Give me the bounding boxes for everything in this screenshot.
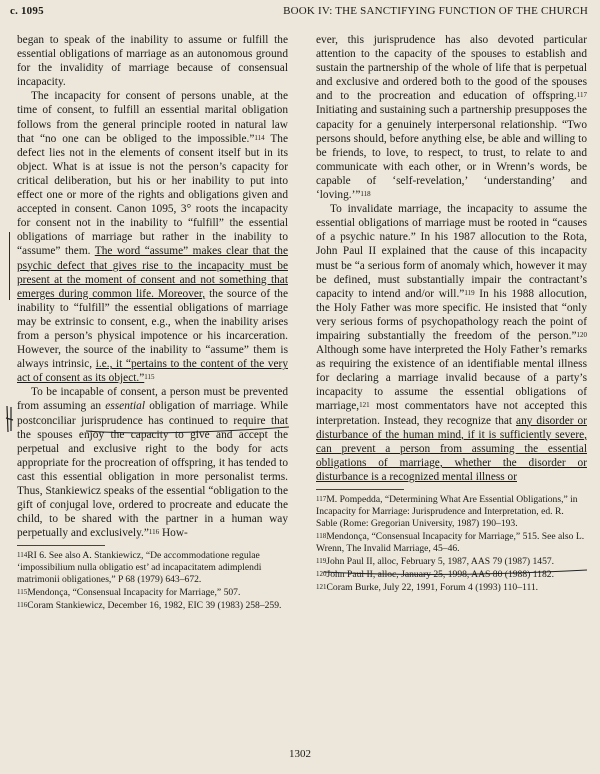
footnote-number: 115: [17, 588, 28, 597]
footnote-rule: [17, 545, 105, 546]
footnote-ref[interactable]: 117: [576, 91, 587, 100]
footnote-number: 114: [17, 551, 28, 560]
hand-underline-mark: [84, 422, 294, 436]
left-paragraph-1: [17, 33, 288, 89]
page-number: 1302: [289, 748, 311, 760]
hand-underline-mark: [322, 564, 592, 578]
paragraph-text: the source of the inability to “fulfill” the essential obligations of marriage may be extrinsic to consent, e.g., when the inability arises from a person’s physical impotence or his incarceration. However, the source of the inability to “assume” them is always intrinsic,: [17, 287, 288, 371]
footnote-ref[interactable]: 119: [464, 288, 475, 297]
footnote-ref[interactable]: 121: [359, 401, 370, 410]
footnote: [17, 600, 288, 612]
footnote-ref[interactable]: 114: [254, 133, 265, 142]
footnote: [17, 550, 288, 586]
underlined-passage: The word “assume” makes clear that the psychic defect that gives rise to the incapacity must be present at the moment of consent and not something that emerges during common life. Moreover,: [17, 245, 289, 300]
footnote-number: 116: [17, 601, 28, 610]
paragraph-text: most commentators have not accepted this interpretation. Instead, they recognize that: [316, 400, 587, 427]
left-paragraph-2: [17, 89, 288, 385]
paragraph-text: began to speak of the inability to assume or fulfill the essential obligations of marriage as an autonomous ground for the invalidity of marriage because of consensual incapacity.: [17, 34, 288, 89]
footnote-text: RI 6. See also A. Stankiewicz, “De accommodatione regulae ‘impossibilium nulla obligatio est’ ad incapacitatem adimplendi matrimonii obligationes,” P 68 (1979) 643–672.: [17, 550, 262, 586]
footnote-number: 118: [316, 532, 327, 540]
paragraph-text: Initiating and sustaining such a partnership presupposes the capacity for a genuinely interpersonal relationship. “Two persons should, before anything else, be able and willing to be friends, to love, to respect, to trust, to relate to and communicate with each other, or in Wrenn’s words, be capable of ‘self-revelation,’ ‘understanding’ and ‘loving.’”: [316, 104, 587, 202]
footnote-ref[interactable]: 118: [360, 190, 371, 199]
footnote-text: Coram Stankiewicz, December 16, 1982, EIC 39 (1983) 258–259.: [27, 600, 282, 612]
footnote-text: Mendonça, “Consensual Incapacity for Marriage,” 515. See also L. Wrenn, The Invalid Marriage, 45–46.: [316, 531, 585, 554]
paragraph-text: In his 1988 allocution, the Holy Father was more specific. He insisted that “only very serious forms of psychopathology reach the point of impairing substantially the freedom of the person.”: [316, 287, 588, 342]
paragraph-text: The defect lies not in the elements of consent itself but in its object. What is at issue is not the person’s capacity for critical deliberation, but his or her inability to put into effect one or more of the rights and obligations given and accepted in consent. Canon 1095, 3° roots the incapacity for consent not in the inability to “fulfill” the essential obligations of marriage but rather in the inability to “assume” them.: [17, 132, 288, 258]
canon-header: c. 1095: [10, 5, 44, 17]
footnote-ref[interactable]: 120: [576, 330, 587, 339]
paragraph-text: To be incapable of consent, a person must be prevented from assuming an: [17, 386, 288, 413]
paragraph-text: obligation of marriage. While postconciliar jurisprudence has continued to require that the spouses enjoy the capacity to give and accept the perpetual and exclusive right to the body for acts appropriate for the procreation of offspring, it has tended to cast this essential obligation in more personalist terms. Thus, Stankiewicz speaks of the essential “obligation to the gift of conjugal love, ordered to procreate and educate the child, to be shared with the partner in a human way perpetually and exclusively.”: [17, 400, 289, 540]
paragraph-text: ever, this jurisprudence has also devoted particular attention to the capacity of the spouses to establish and sustain the partnership of the whole of life that is perpetual and exclusive and ordered both to the good of the spouses and to the procreation and education of offspring.: [316, 34, 587, 103]
underlined-passage: i.e., it “pertains to the content of the very act of consent as its object.”: [17, 358, 288, 385]
footnote-ref[interactable]: 115: [144, 373, 155, 382]
footnote-text: John Paul II, alloc, February 5, 1987, AAS 79 (1987) 1457.: [326, 556, 555, 567]
footnote-text: M. Pompedda, “Determining What Are Essential Obligations,” in Incapacity for Marriage: Jurisprudence and Interpretation, ed. R. Sable (Rome: Gregorian University, 1987) 190–193.: [316, 494, 578, 529]
footnote-number: 119: [316, 557, 327, 565]
footnote-rule: [316, 489, 404, 490]
footnote-text: John Paul II, alloc, January 25, 1998, AAS 80 (1988) 1182.: [326, 569, 554, 580]
footnote: [316, 494, 587, 530]
left-footnotes: [17, 550, 288, 612]
paragraph-text: How-: [159, 527, 188, 540]
right-paragraph-1: [316, 33, 587, 202]
running-head: BOOK IV: THE SANCTIFYING FUNCTION OF THE CHURCH: [283, 5, 588, 17]
right-paragraph-2: [316, 202, 587, 484]
left-column: [17, 33, 288, 613]
right-footnotes: [316, 494, 587, 594]
footnote-number: 120: [316, 570, 327, 578]
footnote-ref[interactable]: 116: [148, 528, 160, 537]
footnote: [17, 587, 288, 599]
paragraph-text: To invalidate marriage, the incapacity to assume the essential obligations of marriage must be rooted in “causes of a psychic nature.” In his 1987 allocution to the Rota, John Paul II explained that the cause of this incapacity must be “a serious form of anomaly which, however it may be defined, must substantially impair the contractant’s capacity to intend and/or will.”: [316, 203, 587, 300]
margin-bracket-mark: [9, 232, 10, 300]
footnote-text: Mendonça, “Consensual Incapacity for Marriage,” 507.: [27, 587, 241, 599]
left-paragraph-3: [17, 385, 288, 540]
footnote: [316, 531, 587, 555]
footnote-number: 117: [316, 495, 327, 503]
footnote-number: 121: [316, 583, 327, 591]
footnote-text: Coram Burke, July 22, 1991, Forum 4 (1993) 110–111.: [326, 582, 539, 593]
paragraph-text: The incapacity for consent of persons unable, at the time of consent, to fulfill an essential marital obligation follows from the general principle rooted in natural law that “no one can be obliged to the impossible.”: [17, 90, 288, 145]
underlined-passage: any disorder or disturbance of the human mind, if it is sufficiently severe, can prevent a person from assuming the essential obligations of marriage, whether the disorder or disturbance is a recognized mental illness or: [316, 414, 587, 483]
footnote: [316, 582, 587, 594]
paragraph-text: Although some have interpreted the Holy Father’s remarks as requiring the existence of an identifiable mental illness for declaring a marriage invalid because of a party’s incapacity to assume the essential obligations of marriage,: [316, 344, 587, 413]
margin-pen-mark: [3, 404, 15, 434]
right-column: [316, 33, 587, 595]
emphasis: essential: [105, 400, 145, 413]
